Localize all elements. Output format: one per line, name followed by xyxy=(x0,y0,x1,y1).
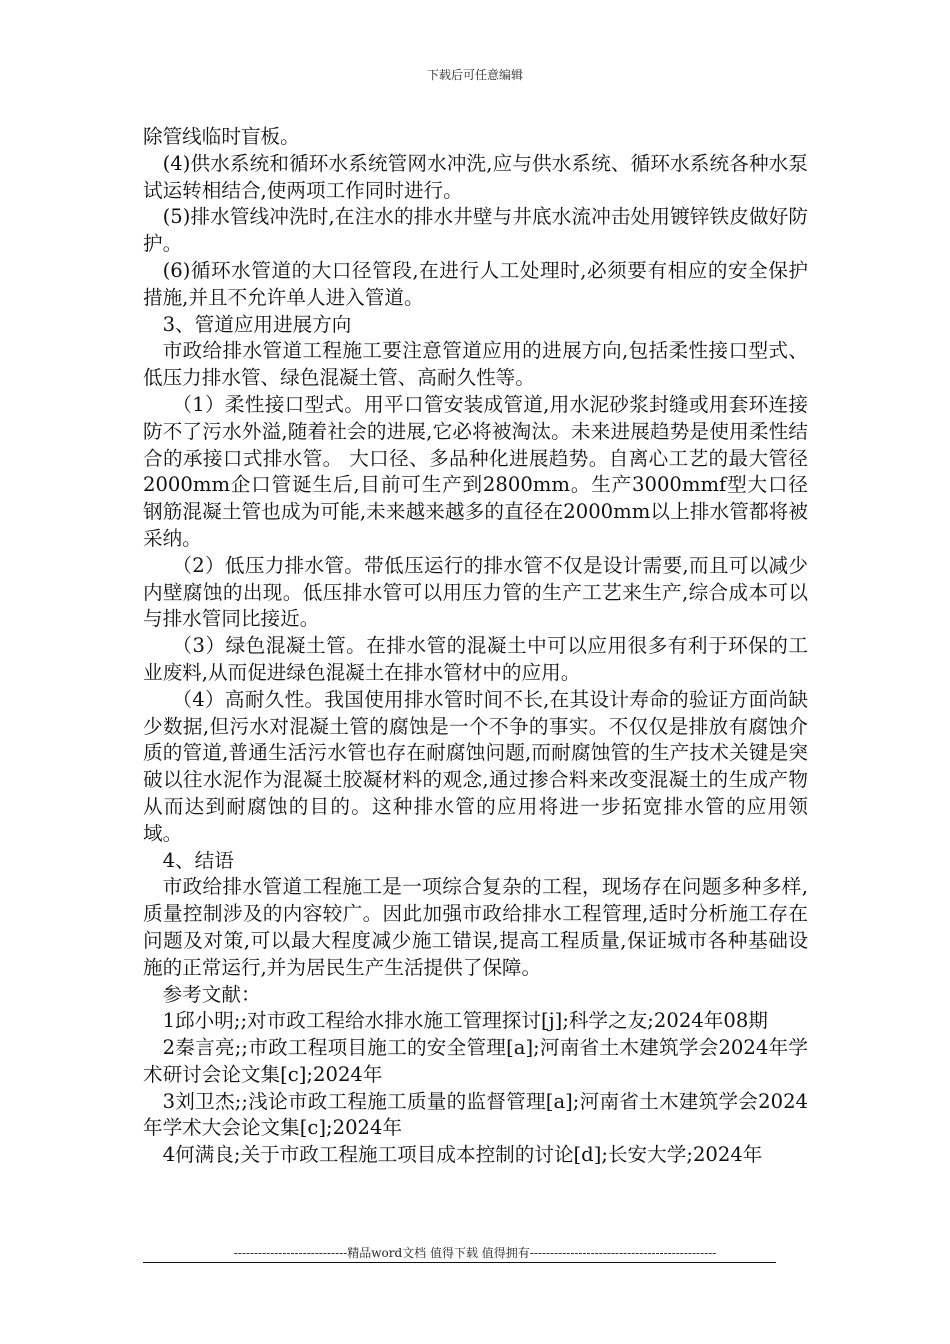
page-header: 下载后可任意编辑 xyxy=(426,68,523,82)
reference-item: 1邱小明;;对市政工程给水排水施工管理探讨[j];科学之友;2024年08期 xyxy=(162,1009,768,1033)
page-footer: ----------------------------精品word文档 值得下载 值得拥有---------------------------------------------- xyxy=(233,1246,717,1260)
reference-item: 2秦言亮;;市政工程项目施工的安全管理[a];河南省土木建筑学会2024年学术研讨会论文集[c];2024年 xyxy=(143,1036,808,1086)
paragraph: （2）低压力排水管。带低压运行的排水管不仅是设计需要,而且可以减少内壁腐蚀的出现。低压排水管可以用压力管的生产工艺来生产,综合成本可以与排水管同比接近。 xyxy=(143,553,808,631)
document-body xyxy=(143,124,808,1169)
section-heading: 4、结语 xyxy=(162,848,234,872)
paragraph: 市政给排水管道工程施工是一项综合复杂的工程，现场存在问题多种多样,质量控制涉及的内容较广。因此加强市政给排水工程管理,适时分析施工存在问题及对策,可以最大程度减少施工错误,提高工程质量,保证城市各种基础设施的正常运行,并为居民生产生活提供了保障。 xyxy=(143,875,808,979)
paragraph: 除管线临时盲板。 xyxy=(143,125,300,148)
section-heading: 3、管道应用进展方向 xyxy=(162,312,352,336)
paragraph: (5)排水管线冲洗时,在注水的排水井壁与井底水流冲击处用镀锌铁皮做好防护。 xyxy=(143,205,808,256)
paragraph: （1）柔性接口型式。用平口管安装成管道,用水泥砂浆封缝或用套环连接防不了污水外溢,随着社会的进展,它必将被淘汰。未来进展趋势是使用柔性结合的承接口式排水管。 大口径、多品种化进展趋势。自离心工艺的最大管径2000mm企口管诞生后,目前可生产到2800mm。生产3000mmf型大口径钢筋混凝土管也成为可能,未来越来越多的直径在2000mm以上排水管都将被采纳。 xyxy=(143,392,808,550)
paragraph: (4)供水系统和循环水系统管网水冲洗,应与供水系统、循环水系统各种水泵试运转相结合,使两项工作同时进行。 xyxy=(143,151,808,202)
reference-item: 4何满良;关于市政工程施工项目成本控制的讨论[d];长安大学;2024年 xyxy=(162,1143,763,1167)
footer-divider xyxy=(143,1262,776,1263)
paragraph: 市政给排水管道工程施工要注意管道应用的进展方向,包括柔性接口型式、低压力排水管、绿色混凝土管、高耐久性等。 xyxy=(143,339,808,390)
paragraph: （4）高耐久性。我国使用排水管时间不长,在其设计寿命的验证方面尚缺少数据,但污水对混凝土管的腐蚀是一个不争的事实。不仅仅是排放有腐蚀介质的管道,普通生活污水管也存在耐腐蚀问题,而耐腐蚀管的生产技术关键是突破以往水泥作为混凝土胶凝材料的观念,通过掺合料来改变混凝土的生成产物从而达到耐腐蚀的目的。这种排水管的应用将进一步拓宽排水管的应用领域。 xyxy=(143,687,808,845)
paragraph: （3）绿色混凝土管。在排水管的混凝土中可以应用很多有利于环保的工业废料,从而促进绿色混凝土在排水管材中的应用。 xyxy=(143,634,808,684)
reference-item: 3刘卫杰;;浅论市政工程施工质量的监督管理[a];河南省土木建筑学会2024年学术大会论文集[c];2024年 xyxy=(143,1089,808,1140)
paragraph: (6)循环水管道的大口径管段,在进行人工处理时,必须要有相应的安全保护措施,并且不允许单人进入管道。 xyxy=(143,258,808,309)
references-heading: 参考文献： xyxy=(162,982,261,1006)
